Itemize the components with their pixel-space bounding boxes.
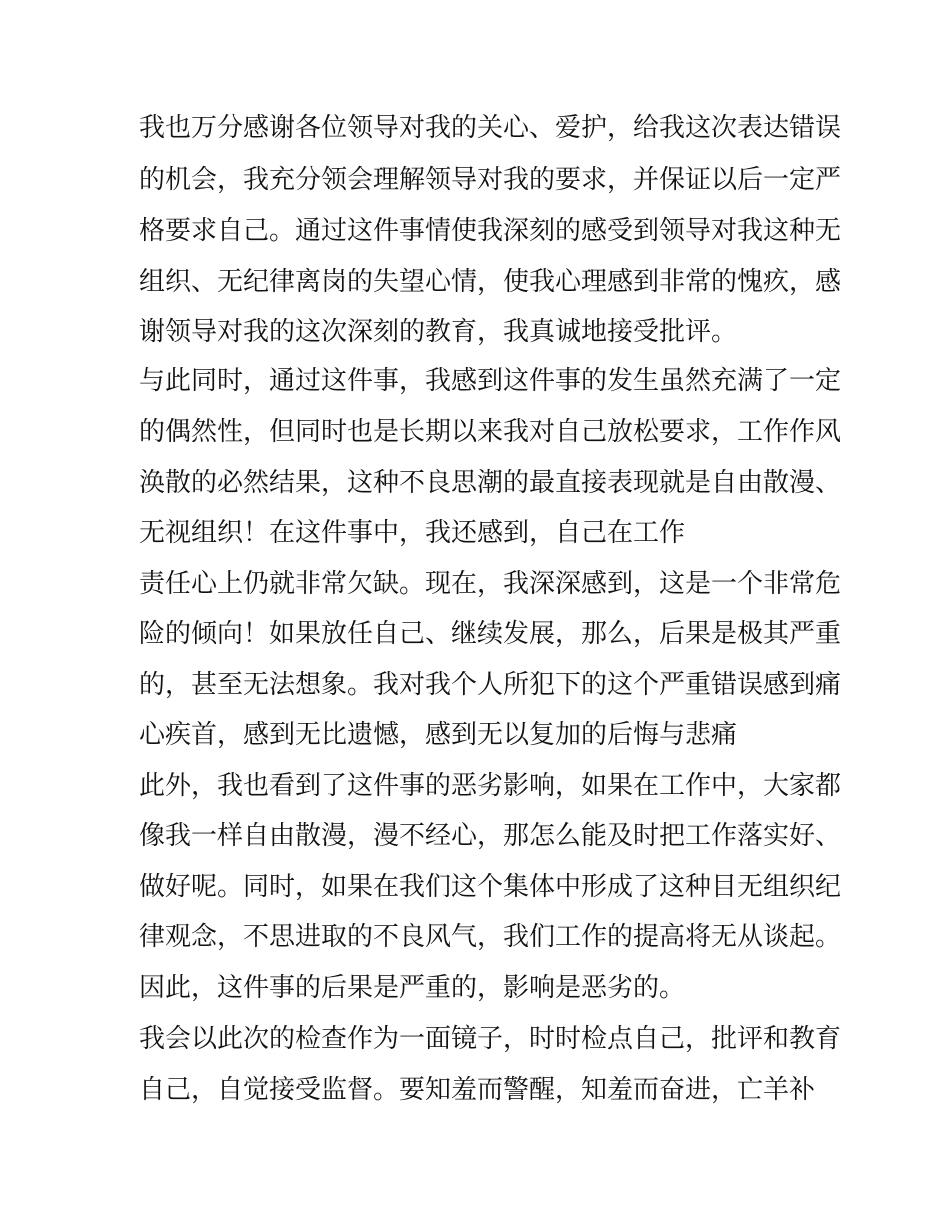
text-line: 涣散的必然结果，这种不良思潮的最直接表现就是自由散漫、	[139, 468, 842, 498]
text-line: 我会以此次的检查作为一面镜子，时时检点自己，批评和教育	[139, 1024, 842, 1054]
text-line: 组织、无纪律离岗的失望心情，使我心理感到非常的愧疚，感	[139, 267, 842, 297]
text-line: 像我一样自由散漫，漫不经心，那怎么能及时把工作落实好、	[139, 821, 842, 851]
text-line: 的机会，我充分领会理解领导对我的要求，并保证以后一定严	[139, 165, 842, 195]
text-line: 的偶然性，但同时也是长期以来我对自己放松要求，工作作风	[139, 417, 842, 447]
text-line: 无视组织！在这件事中，我还感到，自己在工作	[139, 518, 686, 548]
text-line: 因此，这件事的后果是严重的，影响是恶劣的。	[139, 973, 686, 1003]
text-line: 的，甚至无法想象。我对我个人所犯下的这个严重错误感到痛	[139, 670, 842, 700]
text-line: 做好呢。同时，如果在我们这个集体中形成了这种目无组织纪	[139, 872, 842, 902]
text-line: 律观念，不思进取的不良风气，我们工作的提高将无从谈起。	[139, 922, 842, 952]
text-line: 心疾首，感到无比遗憾，感到无以复加的后悔与悲痛	[139, 720, 738, 750]
text-line: 险的倾向！如果放任自己、继续发展，那么，后果是极其严重	[139, 619, 842, 649]
text-line: 谢领导对我的这次深刻的教育，我真诚地接受批评。	[139, 317, 738, 347]
text-line: 责任心上仍就非常欠缺。现在，我深深感到，这是一个非常危	[139, 569, 842, 599]
text-line: 自己，自觉接受监督。要知羞而警醒，知羞而奋进，亡羊补	[139, 1075, 816, 1105]
text-line: 此外，我也看到了这件事的恶劣影响，如果在工作中，大家都	[139, 771, 842, 801]
text-line: 与此同时，通过这件事，我感到这件事的发生虽然充满了一定	[139, 366, 842, 396]
text-line: 我也万分感谢各位领导对我的关心、爱护，给我这次表达错误	[139, 113, 842, 143]
text-line: 格要求自己。通过这件事情使我深刻的感受到领导对我这种无	[139, 216, 842, 246]
